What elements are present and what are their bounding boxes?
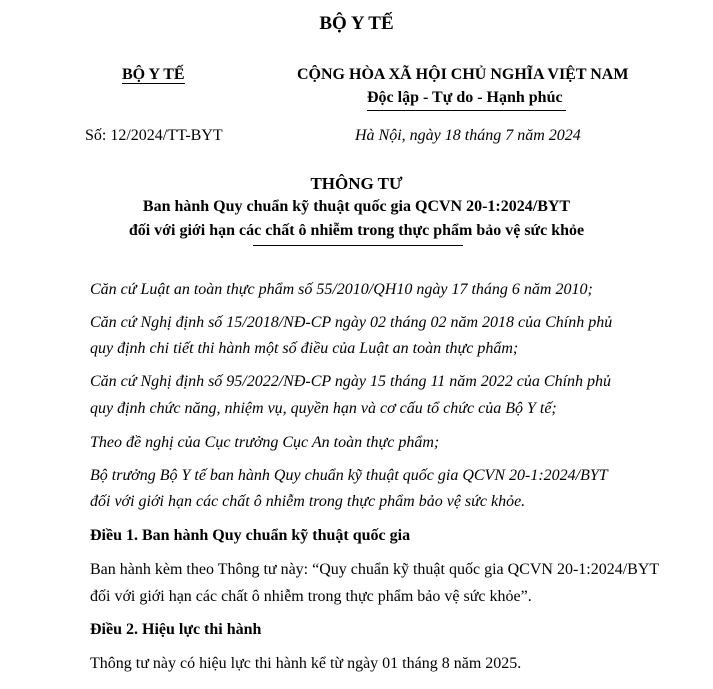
page-title: BỘ Y TẾ <box>319 13 394 34</box>
document-subject-line-1: Ban hành Quy chuẩn kỹ thuật quốc gia QCVN 20-1:2024/BYT <box>142 198 571 215</box>
article-1-body-line: Ban hành kèm theo Thông tư này: “Quy chuẩn kỹ thuật quốc gia QCVN 20-1:2024/BYT <box>90 561 660 578</box>
document-subject-line-2: đối với giới hạn các chất ô nhiễm trong thực phẩm bảo vệ sức khỏe <box>128 222 585 239</box>
article-2-body-line: Thông tư này có hiệu lực thi hành kể từ ngày 01 tháng 8 năm 2025. <box>90 655 522 672</box>
article-2-title: Điều 2. Hiệu lực thi hành <box>90 621 262 638</box>
country-name: CỘNG HÒA XÃ HỘI CHỦ NGHĨA VIỆT NAM <box>297 66 629 83</box>
issuer-name-text: BỘ Y TẾ <box>122 66 185 83</box>
document-type: THÔNG TƯ <box>310 174 403 193</box>
national-motto: Độc lập - Tự do - Hạnh phúc <box>367 89 563 106</box>
basis-line: đối với giới hạn các chất ô nhiễm trong thực phẩm bảo vệ sức khỏe. <box>90 493 526 510</box>
basis-line: quy định chức năng, nhiệm vụ, quyền hạn và cơ cấu tổ chức của Bộ Y tế; <box>90 400 557 417</box>
basis-line: Theo đề nghị của Cục trưởng Cục An toàn thực phẩm; <box>90 434 440 451</box>
document-number: Số: 12/2024/TT-BYT <box>85 127 223 144</box>
basis-line: Căn cứ Nghị định số 95/2022/NĐ-CP ngày 15 tháng 11 năm 2022 của Chính phủ <box>90 373 612 390</box>
basis-line: Căn cứ Luật an toàn thực phẩm số 55/2010/QH10 ngày 17 tháng 6 năm 2010; <box>90 281 593 298</box>
motto-underline <box>367 110 566 111</box>
article-1-body-line: đối với giới hạn các chất ô nhiễm trong thực phẩm bảo vệ sức khỏe”. <box>90 588 532 605</box>
issuer-name <box>122 66 185 84</box>
article-1-title: Điều 1. Ban hành Quy chuẩn kỹ thuật quốc gia <box>90 527 411 544</box>
basis-line: quy định chi tiết thi hành một số điều của Luật an toàn thực phẩm; <box>90 340 519 357</box>
document-date: Hà Nội, ngày 18 tháng 7 năm 2024 <box>355 127 581 144</box>
basis-line: Bộ trưởng Bộ Y tế ban hành Quy chuẩn kỹ thuật quốc gia QCVN 20-1:2024/BYT <box>90 467 608 484</box>
subject-underline <box>253 245 463 246</box>
basis-line: Căn cứ Nghị định số 15/2018/NĐ-CP ngày 02 tháng 02 năm 2018 của Chính phủ <box>90 314 613 331</box>
